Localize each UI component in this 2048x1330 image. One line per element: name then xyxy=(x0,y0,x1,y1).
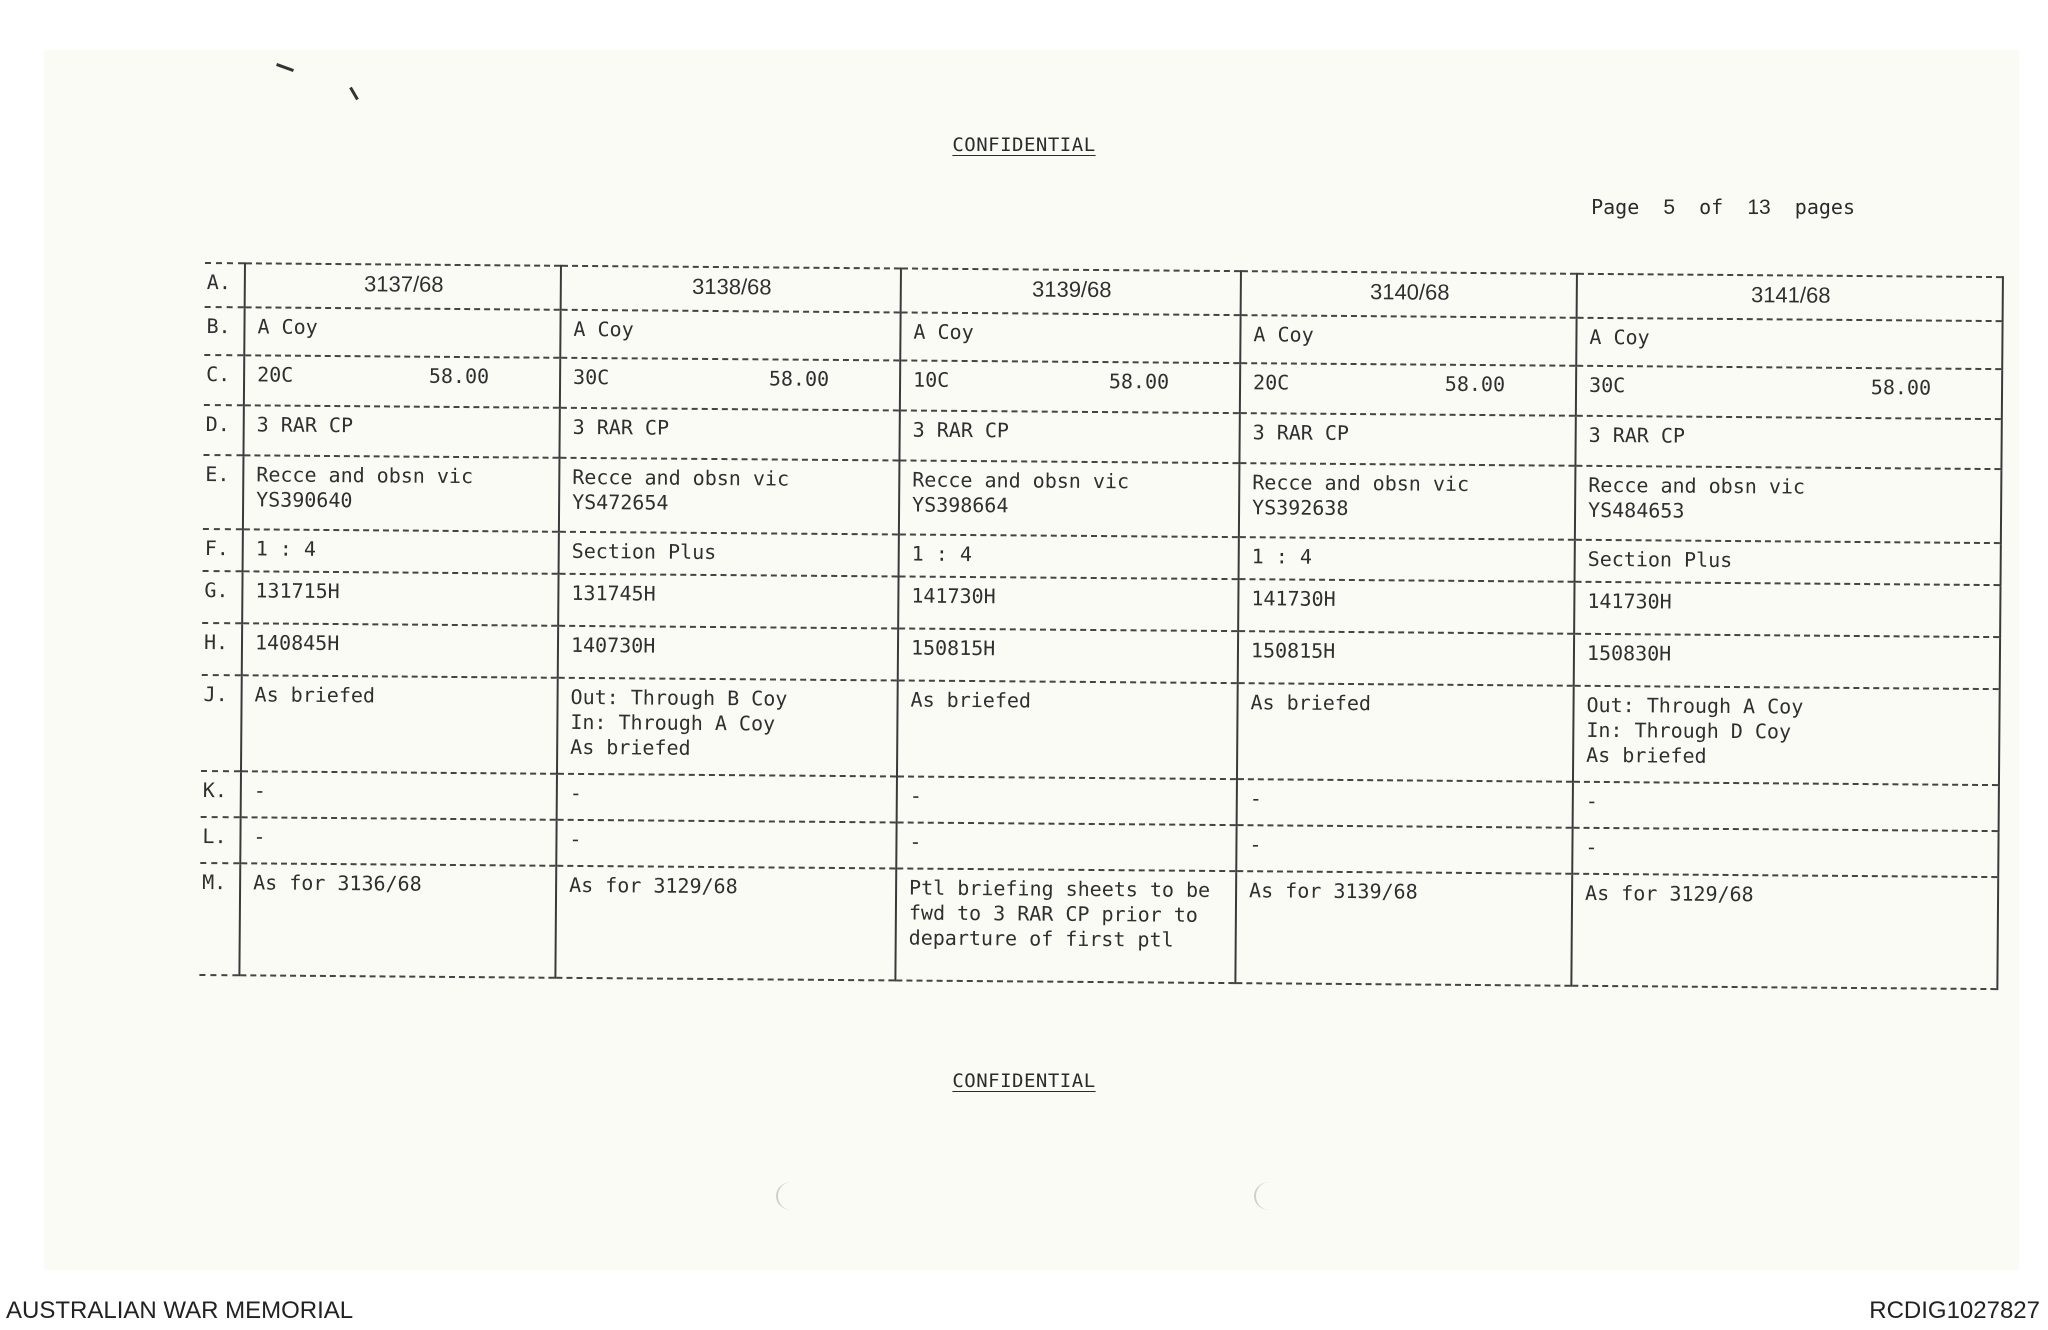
cell-value: Out: Through B Coy In: Through A Coy As briefed xyxy=(570,684,788,760)
table-cell xyxy=(895,868,1236,983)
row-label: L. xyxy=(200,817,240,863)
cell-value: 3 RAR CP xyxy=(572,414,670,440)
cell-value: 131715H xyxy=(255,578,340,604)
patrol-orders-table xyxy=(199,262,2004,990)
cell-value: 150830H xyxy=(1586,640,1672,666)
cell-value: A Coy xyxy=(573,316,634,342)
table-cell xyxy=(559,458,900,535)
table-cell xyxy=(555,866,896,981)
classification-bottom: CONFIDENTIAL xyxy=(952,1070,1096,1092)
table-row xyxy=(199,863,1998,989)
table-cell xyxy=(245,263,561,309)
serial-number: 3141/68 xyxy=(1750,282,1831,308)
orders-table-container xyxy=(199,262,2003,1056)
classification-top: CONFIDENTIAL xyxy=(952,134,1096,156)
punch-hole xyxy=(1254,1182,1284,1210)
table-cell xyxy=(1237,683,1574,782)
row-label: D. xyxy=(203,405,243,455)
table-cell xyxy=(560,310,900,361)
table-cell xyxy=(557,774,897,823)
row-label: J. xyxy=(201,675,242,771)
cell-value: As briefed xyxy=(910,687,1032,713)
table-cell xyxy=(561,266,901,313)
cell-value: 1 : 4 xyxy=(255,536,317,561)
table-cell xyxy=(240,817,556,865)
cell-value: 141730H xyxy=(911,583,996,609)
table-cell xyxy=(897,680,1238,779)
footer-archive-name: AUSTRALIAN WAR MEMORIAL xyxy=(6,1297,354,1324)
cell-value: - xyxy=(1249,832,1262,857)
cell-value: 3 RAR CP xyxy=(912,417,1010,443)
cell-value-right: 58.00 xyxy=(428,363,490,389)
table-cell xyxy=(1236,825,1572,874)
table-cell xyxy=(1240,363,1576,416)
cell-value: 3 RAR CP xyxy=(1588,422,1686,448)
cell-value: As for 3139/68 xyxy=(1249,878,1418,904)
cell-value-left: 10C xyxy=(913,367,950,392)
cell-value: Recce and obsn vic YS398664 xyxy=(912,467,1130,518)
cell-value: 150815H xyxy=(910,635,996,661)
cell-value: Section Plus xyxy=(1587,546,1733,573)
cell-value: - xyxy=(569,780,582,805)
cell-value: A Coy xyxy=(1253,322,1314,347)
row-label: C. xyxy=(204,355,244,405)
serial-number: 3139/68 xyxy=(1031,276,1112,303)
cell-value: - xyxy=(909,829,922,854)
cell-value-right: 58.00 xyxy=(1444,371,1506,397)
footer-reference-id: RCDIG1027827 xyxy=(1869,1297,2040,1324)
table-cell xyxy=(556,820,896,869)
cell-value-left: 30C xyxy=(1588,372,1626,398)
table-cell xyxy=(1239,537,1575,582)
table-cell xyxy=(1235,871,1572,986)
cell-value: A Coy xyxy=(1589,324,1650,350)
table-cell xyxy=(1575,416,2001,469)
table-cell xyxy=(899,460,1240,537)
cell-value: 140730H xyxy=(570,632,656,658)
table-cell xyxy=(1577,274,2003,321)
cell-value: 141730H xyxy=(1251,586,1336,611)
table-cell xyxy=(1238,579,1574,634)
cell-value: - xyxy=(1249,786,1262,811)
table-cell xyxy=(898,628,1238,683)
table-cell xyxy=(239,863,556,977)
cell-value: - xyxy=(1585,834,1598,859)
cell-value: - xyxy=(253,824,266,849)
table-cell xyxy=(1240,315,1576,366)
serial-number: 3137/68 xyxy=(363,271,444,297)
page-indicator: Page 5 of 13 pages xyxy=(1591,195,1855,219)
cell-value: 1 : 4 xyxy=(1251,544,1313,569)
punch-hole xyxy=(776,1182,806,1210)
cell-value: A Coy xyxy=(913,319,974,345)
table-cell xyxy=(1575,540,2001,585)
table-cell xyxy=(897,776,1237,825)
cell-value: As briefed xyxy=(254,682,376,708)
table-cell xyxy=(900,360,1240,413)
table-cell xyxy=(899,534,1239,579)
cell-value: - xyxy=(253,778,266,803)
table-cell xyxy=(1239,413,1575,466)
table-cell xyxy=(243,455,560,531)
cell-value: 141730H xyxy=(1587,588,1672,614)
table-cell xyxy=(1571,874,1998,989)
cell-value: Recce and obsn vic YS484653 xyxy=(1588,472,1806,523)
cell-value: 140845H xyxy=(254,630,340,656)
table-cell xyxy=(244,307,560,357)
cell-value: A Coy xyxy=(257,314,318,339)
cell-value-right: 58.00 xyxy=(1870,375,1932,400)
cell-value-right: 58.00 xyxy=(1108,369,1170,394)
table-cell xyxy=(1575,466,2002,543)
table-cell xyxy=(901,268,1241,315)
row-label: K. xyxy=(201,771,241,817)
grid-ref-pair xyxy=(913,368,1229,395)
serial-number: 3140/68 xyxy=(1369,279,1450,305)
cell-value: As for 3136/68 xyxy=(253,870,422,896)
grid-ref-pair xyxy=(573,365,889,392)
row-label: G. xyxy=(202,571,242,623)
table-cell xyxy=(1573,782,1999,831)
table-cell xyxy=(898,576,1238,631)
cell-value: - xyxy=(569,826,582,851)
cell-value-left: 30C xyxy=(573,364,610,390)
table-cell xyxy=(242,623,558,677)
row-label: A. xyxy=(205,263,245,307)
cell-value-left: 20C xyxy=(1252,370,1290,395)
cell-value: As for 3129/68 xyxy=(1584,880,1754,907)
cell-value: 3 RAR CP xyxy=(256,412,354,438)
grid-ref-pair xyxy=(1589,373,1991,401)
table-row xyxy=(203,455,2002,543)
table-cell xyxy=(242,571,558,625)
cell-value: 1 : 4 xyxy=(911,541,973,567)
cell-value: Recce and obsn vic YS472654 xyxy=(572,464,790,515)
table-cell xyxy=(1574,634,2000,689)
cell-value-right: 58.00 xyxy=(768,366,830,391)
cell-value: - xyxy=(1585,788,1598,813)
cell-value: 131745H xyxy=(571,580,656,606)
serial-number: 3138/68 xyxy=(691,273,772,300)
table-cell xyxy=(557,678,898,777)
table-cell xyxy=(558,626,898,681)
table-cell xyxy=(243,529,559,573)
cell-value: As briefed xyxy=(1250,690,1372,716)
cell-value: Recce and obsn vic YS392638 xyxy=(1252,470,1470,520)
cell-value: - xyxy=(909,783,922,808)
table-cell xyxy=(1239,463,1576,540)
table-cell xyxy=(899,410,1239,463)
table-cell xyxy=(900,312,1240,363)
cell-value: 150815H xyxy=(1250,638,1336,663)
table-cell xyxy=(560,358,900,411)
cell-value: Ptl briefing sheets to be fwd to 3 RAR CP prior to departure of first ptl xyxy=(908,875,1211,952)
table-row xyxy=(201,675,2000,785)
row-label: E. xyxy=(203,455,244,529)
grid-ref-pair xyxy=(257,362,549,389)
table-cell xyxy=(559,532,899,577)
cell-value-left: 20C xyxy=(257,362,294,387)
table-cell xyxy=(1576,318,2002,369)
table-cell xyxy=(1574,582,2000,637)
table-cell xyxy=(241,771,557,819)
cell-value: Out: Through A Coy In: Through D Coy As briefed xyxy=(1586,692,1804,768)
row-label: F. xyxy=(203,529,243,571)
table-cell xyxy=(559,408,899,461)
table-cell xyxy=(1237,779,1573,828)
table-cell xyxy=(244,355,560,407)
row-label: M. xyxy=(199,863,240,975)
table-cell xyxy=(1576,366,2002,419)
cell-value: Recce and obsn vic YS390640 xyxy=(256,462,474,513)
table-cell xyxy=(896,822,1236,871)
cell-value: 3 RAR CP xyxy=(1252,420,1350,445)
row-label: B. xyxy=(204,307,244,355)
table-cell xyxy=(1238,631,1574,686)
cell-value: As for 3129/68 xyxy=(569,872,738,899)
table-cell xyxy=(1241,271,1577,318)
table-cell xyxy=(241,675,558,773)
grid-ref-pair xyxy=(1253,370,1565,397)
table-cell xyxy=(558,574,898,629)
table-cell xyxy=(1572,828,1998,877)
row-label: H. xyxy=(202,623,242,675)
table-cell xyxy=(243,405,559,457)
cell-value: Section Plus xyxy=(571,538,717,565)
table-cell xyxy=(1573,686,2000,785)
